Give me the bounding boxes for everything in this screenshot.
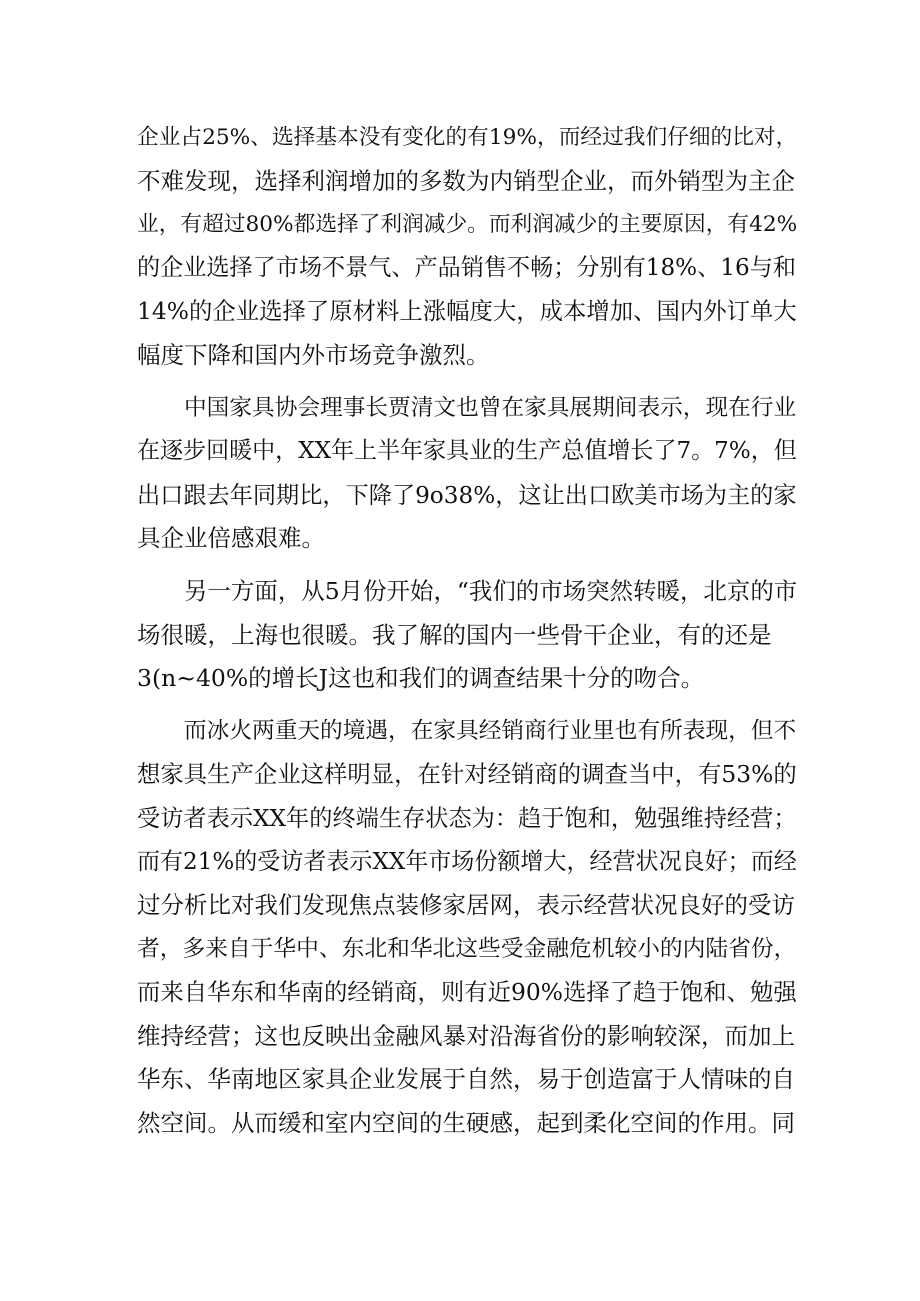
paragraph-line: 14%的企业选择了原材料上涨幅度大，成本增加、国内外订单大 [137, 297, 797, 326]
paragraph-line: 者，多来自于华中、东北和华北这些受金融危机较小的内陆省份， [137, 935, 797, 962]
paragraph-line: 中国家具协会理事长贾清文也曾在家具展期间表示，现在行业 [184, 394, 797, 421]
paragraph-line: 过分析比对我们发现焦点装修家居网，表示经营状况良好的受访 [137, 891, 795, 920]
paragraph-line: 在逐步回暖中，XX年上半年家具业的生产总值增长了7。7%，但 [137, 438, 797, 465]
paragraph-line: 具企业倍感艰难。 [137, 524, 325, 553]
paragraph-line: 维持经营；这也反映出金融风暴对沿海省份的影响较深，而加上 [137, 1021, 795, 1050]
paragraph-line: 想家具生产企业这样明显，在针对经销商的调查当中，有53%的 [137, 760, 797, 789]
paragraph-line: 企业占25%、选择基本没有变化的有19%，而经过我们仔细的比对， [137, 125, 798, 150]
paragraph-line: 而来自华东和华南的经销商，则有近90%选择了趋于饱和、勉强 [137, 978, 797, 1007]
paragraph-line: 然空间。从而缓和室内空间的生硬感，起到柔化空间的作用。同 [137, 1109, 795, 1138]
paragraph-line: 而冰火两重天的境遇，在家具经销商行业里也有所表现，但不 [184, 717, 797, 744]
paragraph-line: 华东、华南地区家具企业发展于自然，易于创造富于人情味的自 [137, 1065, 795, 1094]
paragraph-line: 受访者表示XX年的终端生存状态为：趋于饱和，勉强维持经营； [137, 804, 797, 832]
paragraph-line: 出口跟去年同期比，下降了9o38%，这让出口欧美市场为主的家 [137, 481, 797, 509]
paragraph-line: 的企业选择了市场不景气、产品销售不畅；分别有18%、16与和 [137, 254, 796, 281]
paragraph-line: 另一方面，从5月份开始，“我们的市场突然转暖，北京的市 [184, 576, 798, 605]
paragraph-line: 不难发现，选择利润增加的多数为内销型企业，而外销型为主企 [137, 166, 795, 195]
paragraph-line: 而有21%的受访者表示XX年市场份额增大，经营状况良好；而经 [137, 848, 797, 875]
paragraph-line: 3(n~40%的增长J这也和我们的调查结果十分的吻合。 [137, 664, 705, 693]
paragraph-line: 幅度下降和国内外市场竞争激烈。 [137, 340, 490, 369]
body-text [137, 116, 797, 1146]
paragraph-line: 业，有超过80%都选择了利润减少。而利润减少的主要原因，有42% [137, 212, 798, 238]
paragraph-line: 场很暖，上海也很暖。我了解的国内一些骨干企业，有的还是 [137, 620, 772, 649]
